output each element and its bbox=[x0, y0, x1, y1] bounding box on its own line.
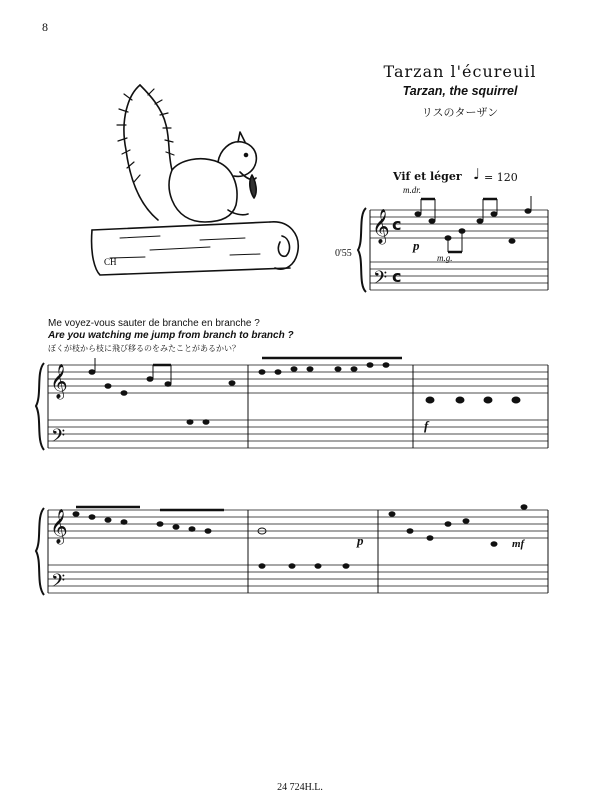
bass-clef-icon: 𝄢 bbox=[373, 268, 388, 293]
dynamic-piano: p bbox=[413, 238, 420, 253]
svg-text:c: c bbox=[392, 267, 402, 286]
piece-title-japanese: リスのターザン bbox=[421, 106, 499, 119]
svg-text:𝄢: 𝄢 bbox=[51, 571, 66, 596]
time-signature-c: c bbox=[392, 215, 402, 234]
treble-clef-icon: 𝄞 bbox=[372, 209, 390, 244]
caption-japanese: ぼくが枝から枝に飛び移るのをみたことがあるかい？ bbox=[48, 344, 240, 353]
system2-bass-staff bbox=[48, 420, 548, 448]
illustrator-signature: CH bbox=[104, 257, 117, 267]
tempo-value: = 120 bbox=[484, 171, 518, 184]
dynamic-forte: f bbox=[424, 418, 429, 433]
duration: 0'55 bbox=[335, 248, 352, 259]
system2-treble-staff bbox=[48, 365, 548, 393]
svg-text:𝄞: 𝄞 bbox=[50, 364, 68, 399]
page-number: 8 bbox=[42, 20, 48, 34]
left-hand-mark: m.g. bbox=[437, 253, 453, 263]
piece-title: Tarzan l'écureuil bbox=[383, 62, 537, 81]
catalog-number: 24 724H.L. bbox=[277, 782, 323, 793]
dynamic-piano-system3: p bbox=[357, 533, 364, 548]
right-hand-mark: m.dr. bbox=[403, 185, 422, 195]
caption-french: Me voyez-vous sauter de branche en branche ? bbox=[48, 318, 260, 329]
caption-english: Are you watching me jump from branch to branch ? bbox=[48, 330, 294, 341]
svg-text:𝄢: 𝄢 bbox=[51, 426, 66, 451]
system3-bass-staff bbox=[48, 565, 548, 593]
svg-text:𝄞: 𝄞 bbox=[50, 509, 68, 544]
piece-subtitle: Tarzan, the squirrel bbox=[402, 84, 518, 98]
quarter-note-icon: ♩ bbox=[473, 165, 481, 183]
dynamic-mezzo-forte: mf bbox=[512, 538, 525, 550]
tempo-marking: Vif et léger bbox=[393, 170, 462, 183]
